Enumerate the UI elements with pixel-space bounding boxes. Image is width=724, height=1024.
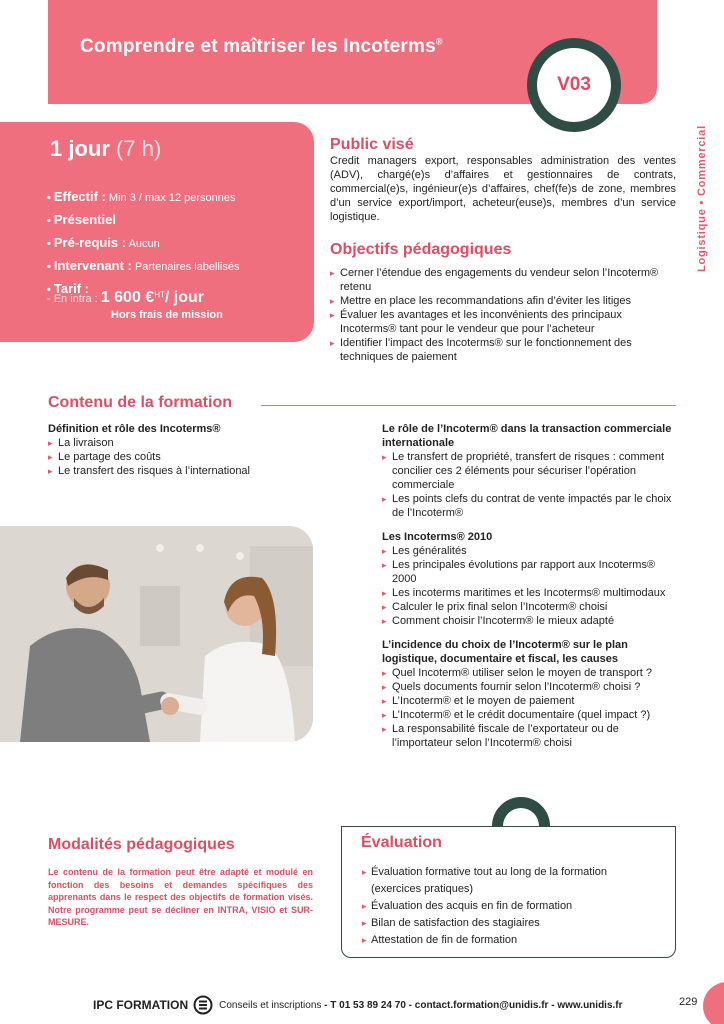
fact-item: • Intervenant : Partenaires labellisés xyxy=(47,258,240,273)
key-facts-list xyxy=(47,186,240,301)
evaluation-list xyxy=(362,864,652,949)
evaluation-title: Évaluation xyxy=(361,834,442,851)
content-block xyxy=(48,422,318,478)
page-title: Comprendre et maîtriser les Incoterms® xyxy=(80,36,443,57)
modalities-title: Modalités pédagogiques xyxy=(48,836,235,853)
fact-item: • Présentiel xyxy=(47,212,117,227)
content-item: ▸ L’Incoterm® et le crédit documentaire (quel impact ?) xyxy=(382,708,678,722)
evaluation-item: ▸ Attestation de fin de formation xyxy=(362,932,652,949)
footer xyxy=(93,995,623,1015)
content-heading: Définition et rôle des Incoterms® xyxy=(48,423,221,435)
content-column-right xyxy=(382,422,678,750)
fees-note: Hors frais de mission xyxy=(111,309,223,321)
content-list xyxy=(382,544,678,628)
fact-item: • Effectif : Min 3 / max 12 personnes xyxy=(47,189,236,204)
content-item: ▸ Quels documents fournir selon l’Incoterm® choisi ? xyxy=(382,680,678,694)
evaluation-item: ▸ Évaluation formative tout au long de la formation (exercices pratiques) xyxy=(362,864,652,898)
objective-item: ▸ Cerner l’étendue des engagements du vendeur selon l’Incoterm® retenu xyxy=(330,266,676,294)
key-info-box xyxy=(0,122,314,342)
content-divider xyxy=(261,405,676,406)
public-text: Credit managers export, responsables administration des ventes (ADV), chargé(e)s d’affaires et gestionnaires de contrats, commercial(e)s, ingénieur(e)s d’affaires, chef(fe)s de zone, membres d’un service export/import, acheteur(euse)s, membres d’un service logistique. xyxy=(330,155,676,223)
corner-decoration xyxy=(703,982,724,1024)
objectives-title: Objectifs pédagogiques xyxy=(330,241,512,258)
content-heading: L’incidence du choix de l’Incoterm® sur le plan logistique, documentaire et fiscal, les causes xyxy=(382,639,628,665)
content-item: ▸ Calculer le prix final selon l’Incoterm® choisi xyxy=(382,600,678,614)
content-item: ▸ Le transfert des risques à l’international xyxy=(48,464,318,478)
content-item: ▸ Les généralités xyxy=(382,544,678,558)
price-line: - En intra : 1 600 €$^{HT}$/ jour xyxy=(47,289,204,306)
public-title: Public visé xyxy=(330,136,414,153)
fact-item: • Tarif : xyxy=(47,281,90,296)
handshake-illustration xyxy=(0,526,313,742)
content-list xyxy=(382,450,678,520)
content-heading: Le rôle de l’Incoterm® dans la transaction commerciale internationale xyxy=(382,423,672,449)
website-link[interactable]: - www.unidis.fr xyxy=(551,999,623,1011)
content-item: ▸ Quel Incoterm® utiliser selon le moyen de transport ? xyxy=(382,666,678,680)
evaluation-item: ▸ Bilan de satisfaction des stagiaires xyxy=(362,915,652,932)
content-title: Contenu de la formation xyxy=(48,394,232,411)
content-item: ▸ Les points clefs du contrat de vente impactés par le choix de l’Incoterm® xyxy=(382,492,678,520)
reference-badge: V03 xyxy=(537,48,611,122)
handshake-photo xyxy=(0,526,313,742)
objectives-list xyxy=(330,266,676,364)
content-item: ▸ Les principales évolutions par rapport aux Incoterms® 2000 xyxy=(382,558,678,586)
duration: 1 jour (7 h) xyxy=(50,136,162,161)
content-list xyxy=(382,666,678,750)
content-item: ▸ Le partage des coûts xyxy=(48,450,318,464)
content-item: ▸ Les incoterms maritimes et les Incoterms® multimodaux xyxy=(382,586,678,600)
brand-name: IPC FORMATION xyxy=(93,998,189,1012)
contact-line: Conseils et inscriptions - T 01 53 89 24 70 - contact.formation@unidis.fr - www.unidis.fr xyxy=(219,999,623,1011)
contact-email-link[interactable]: contact.formation@unidis.fr xyxy=(414,999,549,1011)
objective-item: ▸ Mettre en place les recommandations afin d’éviter les litiges xyxy=(330,294,676,308)
content-heading: Les Incoterms® 2010 xyxy=(382,531,493,543)
content-item: ▸ La responsabilité fiscale de l’exportateur ou de l’importateur selon l’Incoterm® choisi xyxy=(382,722,678,750)
content-item: ▸ L’Incoterm® et le moyen de paiement xyxy=(382,694,678,708)
category-side-label: Logistique • Commercial xyxy=(696,125,708,272)
content-item: ▸ La livraison xyxy=(48,436,318,450)
contact-logo-icon xyxy=(193,995,215,1015)
fact-item: • Pré-requis : Aucun xyxy=(47,235,160,250)
content-item: ▸ Comment choisir l’Incoterm® le mieux adapté xyxy=(382,614,678,628)
page-number: 229 xyxy=(679,996,698,1008)
objective-item: ▸ Identifier l’impact des Incoterms® sur le fonctionnement des techniques de paiement xyxy=(330,336,676,364)
evaluation-item: ▸ Évaluation des acquis en fin de formation xyxy=(362,898,652,915)
content-list xyxy=(48,436,318,478)
objective-item: ▸ Évaluer les avantages et les inconvénients des principaux Incoterms® tant pour le vendeur que pour l’acheteur xyxy=(330,308,676,336)
content-item: ▸ Le transfert de propriété, transfert de risques : comment concilier ces 2 éléments pour sécuriser l’opération commerciale xyxy=(382,450,678,492)
modalities-text: Le contenu de la formation peut être adapté et modulé en fonction des besoins et demandes spécifiques des apprenants dans le respect des objectifs de formation visés. Notre programme peut se décliner en INTRA, VISIO et SUR-MESURE. xyxy=(48,867,313,927)
